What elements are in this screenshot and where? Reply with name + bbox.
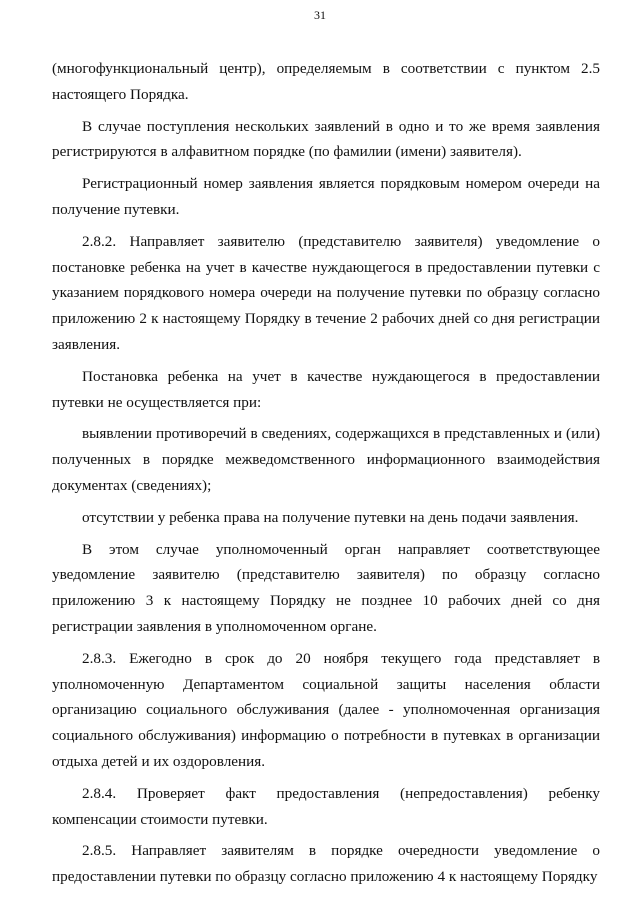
paragraph-6: выявлении противоречий в сведениях, содержащихся в представленных и (или) полученных в порядке межведомственного информационного взаимодействия документах (сведениях); — [52, 425, 600, 494]
paragraph-3: Регистрационный номер заявления является порядковым номером очереди на получение путевки. — [52, 175, 600, 218]
paragraph-8: В этом случае уполномоченный орган направляет соответствующее уведомление заявителю (представителю заявителя) по образцу согласно приложению 3 к настоящему Порядку не позднее 10 рабочих дней со дня регистрации заявления в уполномоченном органе. — [52, 540, 600, 635]
paragraph-5: Постановка ребенка на учет в качестве нуждающегося в предоставлении путевки не осуществляется при: — [52, 367, 600, 411]
paragraph-4: 2.8.2. Направляет заявителю (представителю заявителя) уведомление о постановке ребенка на учет в качестве нуждающегося в предоставлении путевки с указанием порядкового номера очереди на получение путевки по образцу согласно приложению 2 к настоящему Порядку в течение 2 рабочих дней со дня регистрации заявления. — [52, 232, 600, 353]
paragraph-10: 2.8.4. Проверяет факт предоставления (непредоставления) ребенку компенсации стоимости путевки. — [52, 784, 600, 828]
paragraph-7: отсутствии у ребенка права на получение путевки на день подачи заявления. — [82, 508, 579, 526]
paragraph-11: 2.8.5. Направляет заявителям в порядке очередности уведомление о предоставлении путевки по образцу согласно приложению 4 к настоящему Порядку — [52, 842, 600, 886]
paragraph-1: (многофункциональный центр), определяемым в соответствии с пунктом 2.5 настоящего Порядка. — [52, 60, 600, 103]
page-number: 31 — [314, 8, 326, 22]
paragraph-2: В случае поступления нескольких заявлений в одно и то же время заявления регистрируются в алфавитном порядке (по фамилии (имени) заявителя). — [52, 117, 600, 161]
paragraph-9: 2.8.3. Ежегодно в срок до 20 ноября текущего года представляет в уполномоченную Департаментом социальной защиты населения области организацию социального обслуживания (далее - уполномоченная организация социального обслуживания) информацию о потребности в путевках в организации отдыха детей и их оздоровления. — [52, 649, 600, 770]
document-body — [52, 56, 600, 896]
